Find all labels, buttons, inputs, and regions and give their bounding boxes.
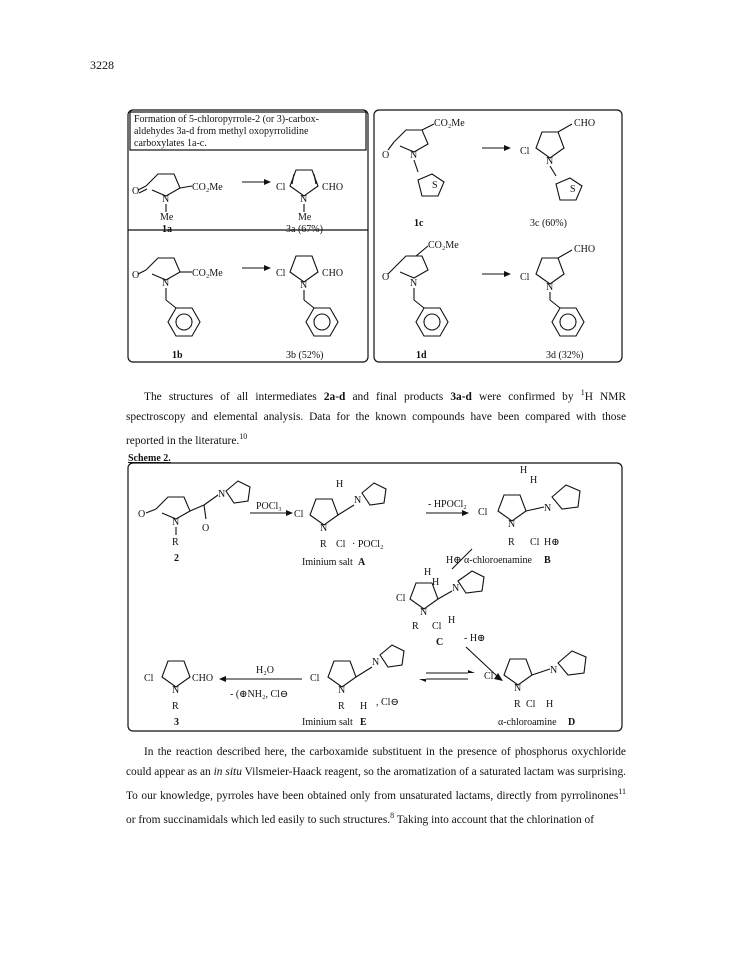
paragraph-reaction-discussion: In the reaction described here, the carboxamide substituent in the presence of phosphorus oxychloride could appear as an in situ Vilsmeier-Haack reagent, so the aromatization of a saturated lactam was surprising. To our knowledge, pyrroles have been obtained only from unsaturated lactams, directly from pyrrolinones$^{11}$ or from succinamidals which led easily to such structures.$^8$ Taking into account that the chlorination of — [126, 746, 627, 826]
svg-text:CO₂Me: CO₂Me — [434, 118, 465, 129]
svg-text:B: B — [544, 555, 551, 566]
svg-text:N: N — [550, 665, 558, 676]
label-3b: 3b (52%) — [286, 350, 324, 361]
svg-text:N: N — [354, 495, 362, 506]
svg-text:N: N — [410, 150, 418, 161]
svg-text:A: A — [358, 557, 366, 568]
svg-text:N: N — [300, 280, 308, 291]
label-1a: 1a — [162, 224, 172, 235]
label-3c: 3c (60%) — [530, 218, 567, 229]
svg-text:CO₂Me: CO₂Me — [428, 240, 459, 251]
svg-text:E: E — [360, 717, 367, 728]
svg-text:R: R — [412, 621, 419, 632]
svg-text:H⊕: H⊕ — [544, 537, 560, 548]
svg-text:Cl: Cl — [294, 509, 304, 520]
svg-text:H: H — [530, 475, 538, 486]
svg-text:N: N — [544, 503, 552, 514]
scheme-1-caption-line1: Formation of 5-chloropyrrole-2 (or 3)-carbox- — [134, 114, 319, 125]
svg-text:O: O — [382, 272, 390, 283]
label-3d: 3d (32%) — [546, 350, 584, 361]
svg-text:O: O — [132, 186, 140, 197]
compound-3a — [276, 170, 343, 235]
label-chloroenamine: α-chloroenamine — [464, 555, 532, 566]
page-number: 3228 — [90, 58, 114, 72]
compound-1d — [382, 240, 459, 361]
svg-text:Me: Me — [298, 212, 312, 223]
svg-text:N: N — [452, 583, 460, 594]
scheme-2-title: Scheme 2. — [128, 453, 171, 464]
svg-text:O: O — [138, 509, 146, 520]
paragraph-structures: The structures of all intermediates 2a-d and final products 3a-d were confirmed by $^1$H NMR spectroscopy and elemental analysis. Data for the known compounds have been compared with those reported in the literature.$^{10}$ — [126, 388, 626, 447]
svg-text:CHO: CHO — [192, 673, 214, 684]
label-1b: 1b — [172, 350, 183, 361]
svg-text:CHO: CHO — [574, 118, 596, 129]
svg-text:N: N — [162, 194, 170, 205]
svg-text:H: H — [424, 567, 432, 578]
svg-text:C: C — [436, 637, 444, 648]
svg-text:N: N — [508, 519, 516, 530]
svg-text:Cl: Cl — [484, 671, 494, 682]
compound-3c — [520, 118, 595, 229]
svg-text:R: R — [320, 539, 327, 550]
svg-text:H: H — [432, 577, 440, 588]
svg-text:Cl: Cl — [276, 182, 286, 193]
compound-2 — [138, 481, 250, 564]
svg-text:N: N — [218, 489, 226, 500]
svg-text:Cl: Cl — [336, 539, 346, 550]
svg-text:O: O — [382, 150, 390, 161]
svg-text:CHO: CHO — [322, 268, 344, 279]
label-3: 3 — [174, 717, 179, 728]
svg-text:Cl: Cl — [478, 507, 488, 518]
svg-text:Me: Me — [160, 212, 174, 223]
compound-3d — [520, 244, 595, 361]
scheme-1-caption-line3: carboxylates 1a-c. — [134, 138, 207, 149]
svg-text:Cl: Cl — [310, 673, 320, 684]
reagent-hpocl2: - HPOCl₂ — [428, 499, 467, 510]
svg-text:H: H — [336, 479, 344, 490]
svg-text:S: S — [432, 180, 438, 191]
svg-text:H: H — [448, 615, 456, 626]
svg-text:H: H — [360, 701, 368, 712]
svg-text:Cl: Cl — [396, 593, 406, 604]
scheme-2-figure — [126, 451, 624, 733]
svg-text:N: N — [300, 194, 308, 205]
svg-text:O: O — [132, 270, 140, 281]
svg-text:Cl: Cl — [520, 146, 530, 157]
label-iminium-e: Iminium salt — [302, 717, 353, 728]
svg-text:N: N — [338, 685, 346, 696]
compound-3b — [276, 256, 343, 361]
svg-text:R: R — [508, 537, 515, 548]
svg-text:Cl: Cl — [530, 537, 540, 548]
product-3 — [144, 661, 213, 728]
svg-text:Cl: Cl — [144, 673, 154, 684]
svg-text:N: N — [420, 607, 428, 618]
label-1d: 1d — [416, 350, 427, 361]
svg-text:N: N — [372, 657, 380, 668]
svg-text:D: D — [568, 717, 576, 728]
svg-text:CO₂Me: CO₂Me — [192, 268, 223, 279]
byproduct-nh2cl: - (⊕NH₂, Cl⊖ — [230, 689, 289, 700]
compound-1c — [382, 118, 465, 229]
svg-text:N: N — [162, 278, 170, 289]
svg-text:H: H — [546, 699, 554, 710]
svg-text:Cl: Cl — [526, 699, 536, 710]
svg-text:R: R — [172, 701, 179, 712]
reagent-pocl3: POCl₃ — [256, 501, 282, 512]
compound-1a — [132, 174, 223, 235]
scheme-1-caption-line2: aldehydes 3a-d from methyl oxopyrrolidine — [134, 126, 309, 137]
svg-text:N: N — [172, 685, 180, 696]
chloroenamine-b — [478, 465, 580, 548]
svg-text:Cl: Cl — [520, 272, 530, 283]
svg-text:CHO: CHO — [574, 244, 596, 255]
compound-1b — [132, 258, 223, 361]
chloroamine-d — [484, 651, 586, 728]
svg-text:N: N — [546, 282, 554, 293]
svg-text:, Cl⊖: , Cl⊖ — [376, 697, 399, 708]
svg-text:N: N — [514, 683, 522, 694]
label-3a: 3a (67%) — [286, 224, 323, 235]
svg-text:- H⊕: - H⊕ — [464, 633, 486, 644]
svg-text:Cl: Cl — [276, 268, 286, 279]
svg-text:S: S — [570, 184, 576, 195]
label-chloroamine: α-chloroamine — [498, 717, 557, 728]
svg-text:CO₂Me: CO₂Me — [192, 182, 223, 193]
svg-text:R: R — [338, 701, 345, 712]
svg-text:· POCl₂: · POCl₂ — [352, 539, 384, 550]
scheme-1-figure — [126, 108, 624, 366]
svg-text:CHO: CHO — [322, 182, 344, 193]
svg-text:R: R — [172, 537, 179, 548]
svg-text:N: N — [172, 517, 180, 528]
label-iminium-a: Iminium salt — [302, 557, 353, 568]
label-1c: 1c — [414, 218, 424, 229]
svg-text:N: N — [546, 156, 554, 167]
iminium-salt-e — [302, 645, 404, 728]
svg-text:R: R — [514, 699, 521, 710]
svg-text:H⊕: H⊕ — [446, 555, 462, 566]
svg-text:H: H — [520, 465, 528, 476]
reagent-h2o: H₂O — [256, 665, 274, 676]
svg-text:Cl: Cl — [432, 621, 442, 632]
svg-text:N: N — [320, 523, 328, 534]
label-2: 2 — [174, 553, 179, 564]
svg-text:O: O — [202, 523, 210, 534]
iminium-salt-a — [294, 479, 386, 568]
svg-text:N: N — [410, 278, 418, 289]
